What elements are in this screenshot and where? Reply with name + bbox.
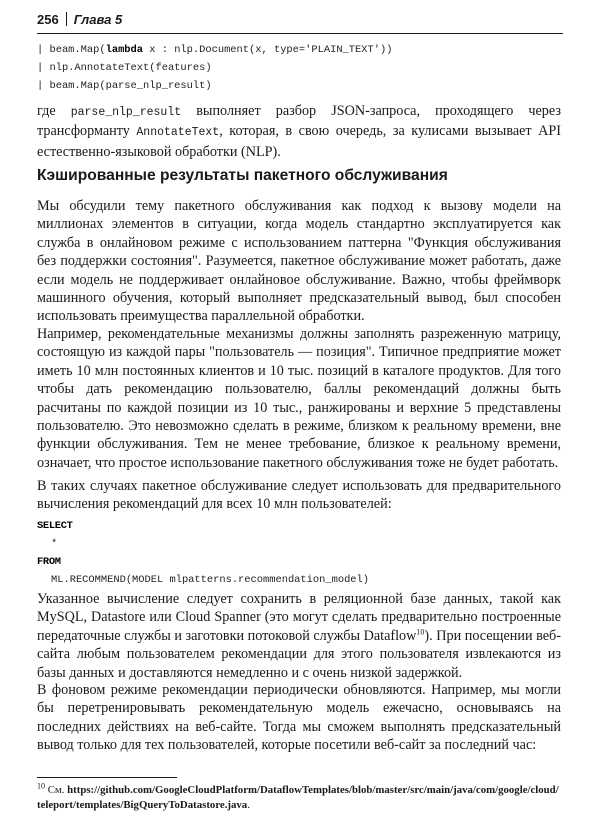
paragraph: В фоновом режиме рекомендации периодически обновляются. Например, мы могли бы перетренировывать рекомендательную модель ежечасно, основываясь на последних действиях на веб-сайте. Тогда мы сможем выполнять предсказательный вывод только для тех пользователей, которые посетили веб-сайт за последний час:	[37, 682, 561, 754]
paragraph: В таких случаях пакетное обслуживание следует использовать для предварительного вычисления рекомендаций для всех 10 млн пользователей:	[37, 478, 561, 513]
code-line: | beam.Map(lambda x : nlp.Document(x, type='PLAIN_TEXT'))	[37, 44, 393, 56]
running-header	[37, 12, 563, 34]
inline-code: AnnotateText	[136, 126, 220, 140]
footnote-number: 10	[37, 781, 45, 791]
header-rule	[37, 33, 563, 34]
chapter-title: Глава 5	[73, 12, 123, 27]
code-line: | nlp.AnnotateText(features)	[37, 62, 212, 74]
footnote: $^{10}$ См. https://github.com/GoogleCloudPlatform/DataflowTemplates/blob/master/src/main/java/com/google/cloud/teleport/templates/BigQueryToDatastore.java.	[37, 781, 559, 811]
paragraph: Указанное вычисление следует сохранить в реляционной базе данных, такой как MySQL, Datastore или Cloud Spanner (это могут сделать предварительно построенные передаточные службы и заготовки потоковой службы Dataflow$^{10}$). При посещении веб-сайта любым пользователем рекомендации для этого пользователя извлекаются из базы данных и доставляются немедленно и с очень низкой задержкой.	[37, 591, 561, 681]
code-block-beam-pipeline	[37, 41, 392, 95]
inline-code: parse_nlp_result	[70, 106, 182, 119]
section-heading: Кэшированные результаты пакетного обслуживания	[37, 167, 448, 184]
footnote-ref: 10	[416, 627, 425, 637]
sql-star: *	[51, 538, 58, 550]
footnote-link[interactable]: https://github.com/GoogleCloudPlatform/DataflowTemplates/blob/master/src/main/java/com/google/cloud/teleport/templates/BigQueryToDatastore.java	[37, 784, 559, 811]
paragraph: Мы обсудили тему пакетного обслуживания как подход к вызову модели на миллионах элементов в ситуации, когда модель стандартно эксплуатируется как служба в онлайновом режиме с использованием паттерна "Функция обслуживания без поддержки состояния". Разумеется, пакетное обслуживание может работать, даже если модель не поддерживает онлайновое обслуживание. Важно, чтобы фреймворк машинного обучения, который выполняет предсказательный вывод, был способен использовать преимущества параллельной обработки.	[37, 198, 561, 325]
sql-keyword-from: FROM	[37, 556, 61, 568]
paragraph: Например, рекомендательные механизмы должны заполнять разреженную матрицу, состоящую из каждой пары "пользователь — позиция". Типичное предприятие может иметь 10 млн постоянных клиентов и 10 тыс. позиций в каталоге продуктов. Для того чтобы дать рекомендацию пользователю, баллы рекомендаций должны быть расчитаны по каждой позиции из 10 тыс., ранжированы и верхние 5 представлены пользователю. Это невозможно сделать в режиме, близком к реальному времени, вне функции обслуживания. Тем не менее требование, близкое к реальному времени, означает, что простое использование пакетного обслуживания тоже не будет работать.	[37, 326, 561, 471]
sql-keyword-select: SELECT	[37, 520, 73, 532]
header-divider	[66, 12, 67, 26]
code-block-sql	[37, 517, 369, 589]
code-keyword: lambda	[105, 44, 144, 56]
sql-source: ML.RECOMMEND(MODEL mlpatterns.recommendation_model)	[51, 574, 370, 586]
paragraph-intro: где parse_nlp_result выполняет разбор JSON-запроса, проходящего через трансформанту AnnotateText, которая, в свою очередь, за кулисами вызывает API естественно-языковой обработки (NLP).	[37, 103, 561, 160]
footnote-rule	[37, 777, 177, 778]
page-number: 256	[37, 12, 59, 27]
code-line: | beam.Map(parse_nlp_result)	[37, 80, 212, 92]
